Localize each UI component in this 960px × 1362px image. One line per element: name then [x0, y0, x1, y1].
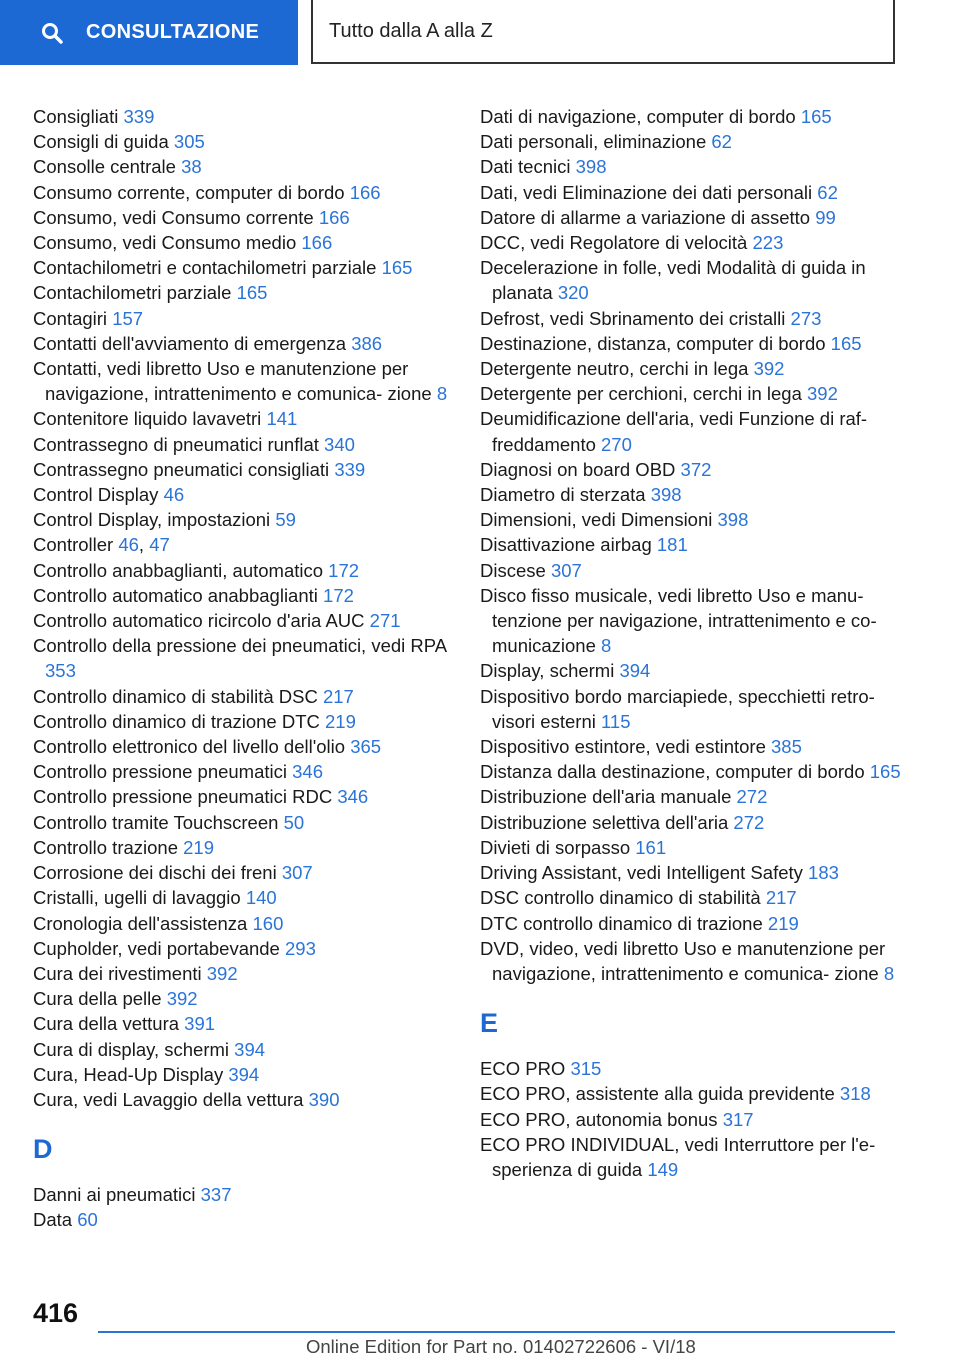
index-entry	[33, 255, 473, 280]
page-reference-link[interactable]: 365	[350, 736, 382, 758]
index-entry-text: Controllo pressione pneumatici	[33, 761, 287, 783]
index-entry	[33, 154, 473, 179]
index-entry-text: Cura, vedi Lavaggio della vettura	[33, 1088, 304, 1110]
index-entry-text: Distribuzione dell'aria manuale	[480, 786, 732, 808]
index-column-left	[33, 104, 473, 1233]
index-entry-text: Consigliati	[33, 106, 119, 127]
page-reference-link[interactable]: 157	[112, 307, 144, 329]
index-entry-text: Detergente per cerchioni, cerchi in lega	[480, 383, 802, 405]
page-reference-link[interactable]: 337	[200, 1184, 232, 1206]
index-entry	[33, 180, 473, 205]
page-reference-link[interactable]: 394	[619, 660, 651, 682]
index-entry-text: Controllo dinamico di trazione DTC	[33, 710, 320, 732]
page-reference-link[interactable]: 307	[281, 862, 313, 884]
index-entry-text: Controllo anabbaglianti, automatico	[33, 559, 324, 581]
page-reference-link[interactable]: 272	[733, 811, 765, 833]
page-reference-link[interactable]: 141	[266, 408, 298, 430]
index-entry-text: Diametro di sterzata	[480, 484, 646, 506]
page-reference-link[interactable]: 353	[45, 660, 76, 682]
index-entry	[480, 255, 905, 305]
index-entry-text: Contrassegno pneumatici consigliati	[33, 458, 330, 480]
index-entry-text: Controllo elettronico del livello dell'olio	[33, 736, 346, 758]
page-reference-link[interactable]: 390	[308, 1088, 340, 1110]
page-reference-link[interactable]: 50	[283, 811, 305, 833]
index-entry	[480, 1107, 905, 1132]
index-entry-text: Dispositivo estintore, vedi estintore	[480, 736, 766, 758]
index-entry	[480, 306, 905, 331]
index-entry-text: Cura della pelle	[33, 988, 162, 1010]
index-entry	[33, 558, 473, 583]
page-reference-link[interactable]: 172	[323, 584, 354, 606]
index-entry-text: Dati di navigazione, computer di bordo	[480, 106, 796, 127]
index-entry-text: Dispositivo bordo marciapiede, specchietti retro- visori esterni	[480, 685, 875, 732]
page-header	[0, 0, 960, 66]
page-reference-link[interactable]: 166	[301, 232, 333, 254]
index-entry	[480, 230, 905, 255]
index-entry	[33, 129, 473, 154]
index-entry	[33, 684, 473, 709]
page-reference-link[interactable]: 172	[328, 559, 360, 581]
page-reference-link[interactable]: 398	[575, 156, 607, 178]
index-entry	[33, 835, 473, 860]
index-entry-text: Contatti dell'avviamento di emergenza	[33, 332, 347, 354]
page-reference-link[interactable]: 317	[722, 1108, 754, 1130]
page-reference-link[interactable]: 183	[808, 862, 839, 884]
index-entry-text: ECO PRO INDIVIDUAL, vedi Interruttore per l'e- sperienza di guida	[480, 1133, 876, 1180]
page-reference-link[interactable]: 165	[381, 257, 413, 279]
index-entry-text: ECO PRO, assistente alla guida previdente	[480, 1083, 835, 1105]
index-entry-text: Controllo pressione pneumatici RDC	[33, 786, 333, 808]
index-entry	[33, 986, 473, 1011]
index-entry-text: Contachilometri e contachilometri parziale	[33, 257, 377, 279]
index-entry-text: Distribuzione selettiva dell'aria	[480, 811, 729, 833]
page-reference-link[interactable]: 115	[600, 710, 631, 732]
index-entry-text: Consigli di guida	[33, 131, 169, 153]
index-entry	[33, 104, 473, 129]
page-reference-link[interactable]: 219	[325, 710, 356, 732]
index-entry	[33, 784, 473, 809]
index-entry-text: Cristalli, ugelli di lavaggio	[33, 887, 241, 909]
index-entry	[33, 507, 473, 532]
index-entry	[33, 230, 473, 255]
index-entry-text: DTC controllo dinamico di trazione	[480, 912, 763, 934]
index-entry-text: Consumo corrente, computer di bordo	[33, 181, 345, 203]
index-entry-text: DCC, vedi Regolatore di velocità	[480, 232, 748, 254]
index-entry-text: Controllo automatico ricircolo d'aria AUC	[33, 610, 365, 632]
index-entry-text: Display, schermi	[480, 660, 615, 682]
page-reference-link[interactable]: 165	[236, 282, 268, 304]
page-reference-link[interactable]: 273	[790, 307, 822, 329]
page-reference-link[interactable]: 46	[118, 534, 139, 556]
section-title: Tutto dalla A alla Z	[329, 19, 493, 42]
index-entry	[33, 961, 473, 986]
index-entry-text: Controllo trazione	[33, 836, 178, 858]
index-entry-text: Discese	[480, 559, 546, 581]
page-reference-link[interactable]: 47	[149, 534, 170, 556]
page-reference-link[interactable]: 386	[351, 332, 383, 354]
index-entry-text: Dati, vedi Eliminazione dei dati personali	[480, 181, 813, 203]
index-entry	[480, 457, 905, 482]
index-entry-text: Data	[33, 1209, 73, 1231]
index-entry	[480, 482, 905, 507]
index-entry	[480, 180, 905, 205]
index-letter-heading: E	[480, 1008, 499, 1039]
index-entry	[480, 911, 905, 936]
index-entry-text: Driving Assistant, vedi Intelligent Safety	[480, 862, 803, 884]
page-reference-link[interactable]: 346	[292, 761, 324, 783]
index-entry-text: Disattivazione airbag	[480, 534, 652, 556]
page-reference-link[interactable]: 217	[322, 685, 354, 707]
index-entry	[33, 1207, 473, 1232]
page-reference-link[interactable]: 315	[570, 1058, 602, 1080]
index-entry-text: Contrassegno di pneumatici runflat	[33, 433, 319, 455]
index-entry-text: Contachilometri parziale	[33, 282, 232, 304]
index-entry	[33, 457, 473, 482]
page-reference-link[interactable]: 38	[181, 156, 202, 178]
index-entry	[480, 885, 905, 910]
index-entry	[33, 1011, 473, 1036]
page-reference-link[interactable]: 62	[711, 131, 732, 153]
index-entry	[33, 810, 473, 835]
page-reference-link[interactable]: 305	[173, 131, 205, 153]
index-entry	[33, 432, 473, 457]
index-entry-text: Consumo, vedi Consumo corrente	[33, 206, 314, 228]
index-entry	[480, 759, 905, 784]
index-entry	[33, 1182, 473, 1207]
page-reference-link[interactable]: 181	[656, 534, 688, 556]
index-entry	[33, 1037, 473, 1062]
page-reference-link[interactable]: 392	[206, 962, 238, 984]
consultazione-label: CONSULTAZIONE	[86, 21, 260, 43]
index-entry: Controller 46, 47	[33, 534, 170, 556]
index-entry	[480, 104, 905, 129]
page-reference-link[interactable]: 62	[817, 181, 838, 203]
index-column-right	[480, 104, 905, 1182]
index-entry	[480, 860, 905, 885]
index-entry-text: ECO PRO	[480, 1058, 566, 1080]
page-reference-link[interactable]: 271	[369, 610, 401, 632]
index-entry-text: Decelerazione in folle, vedi Modalità di guida in planata	[480, 257, 866, 304]
page-reference-link[interactable]: 394	[228, 1063, 260, 1085]
index-entry	[480, 835, 905, 860]
index-entry	[33, 936, 473, 961]
index-entry-text: Corrosione dei dischi dei freni	[33, 862, 277, 884]
index-entry	[480, 154, 905, 179]
index-entry-text: Control Display	[33, 484, 159, 506]
page-reference-link[interactable]: 165	[869, 761, 901, 783]
index-entry	[480, 507, 905, 532]
index-entry-text: Danni ai pneumatici	[33, 1184, 196, 1206]
page-reference-link[interactable]: 99	[815, 206, 836, 228]
index-entry-text: Cronologia dell'assistenza	[33, 912, 248, 934]
index-entry	[33, 1087, 473, 1112]
index-entry	[480, 1056, 905, 1081]
index-entry	[33, 205, 473, 230]
index-entry	[480, 558, 905, 583]
section-title-tab[interactable]	[311, 0, 895, 64]
page-reference-link[interactable]: 46	[163, 484, 185, 506]
index-entry	[33, 482, 473, 507]
index-entry-text: Consolle centrale	[33, 156, 176, 178]
page-reference-link[interactable]: 398	[717, 509, 749, 531]
index-entry-text: Dati tecnici	[480, 156, 571, 178]
index-entry	[480, 583, 905, 659]
index-entry	[33, 885, 473, 910]
index-entry-text: Consumo, vedi Consumo medio	[33, 232, 297, 254]
page-reference-link[interactable]: 391	[184, 1013, 216, 1035]
index-entry-text: Contatti, vedi libretto Uso e manutenzione per navigazione, intrattenimento e comunica- zione	[33, 358, 432, 405]
consultazione-tab[interactable]	[0, 0, 298, 65]
index-entry-text: Cura dei rivestimenti	[33, 962, 202, 984]
index-entry	[33, 734, 473, 759]
page-reference-link[interactable]: 8	[883, 962, 895, 984]
page-reference-link[interactable]: 166	[318, 206, 350, 228]
index-entry	[33, 759, 473, 784]
index-entry-text: Distanza dalla destinazione, computer di bordo	[480, 761, 865, 783]
index-entry	[480, 784, 905, 809]
page-reference-link[interactable]: 219	[183, 836, 215, 858]
index-entry	[480, 532, 905, 557]
page-reference-link[interactable]: 8	[436, 383, 448, 405]
page-reference-link[interactable]: 60	[77, 1209, 98, 1231]
index-entry-text: Contenitore liquido lavavetri	[33, 408, 262, 430]
page-reference-link[interactable]: 149	[647, 1158, 679, 1180]
index-entry	[480, 1081, 905, 1106]
page-reference-link[interactable]: 318	[839, 1083, 871, 1105]
page-reference-link[interactable]: 340	[324, 433, 355, 455]
page-reference-link[interactable]: 223	[752, 232, 784, 254]
page-reference-link[interactable]: 166	[349, 181, 381, 203]
index-entry-text: Detergente neutro, cerchi in lega	[480, 358, 749, 380]
page-reference-link[interactable]: 59	[275, 509, 296, 531]
index-entry-text: Contagiri	[33, 307, 108, 329]
index-entry-text: ECO PRO, autonomia bonus	[480, 1108, 718, 1130]
index-entry	[33, 280, 473, 305]
index-entry-text: Destinazione, distanza, computer di bordo	[480, 332, 826, 354]
page-reference-link[interactable]: 372	[680, 458, 712, 480]
page-reference-link[interactable]: 394	[234, 1038, 266, 1060]
search-icon	[40, 20, 66, 46]
page-reference-link[interactable]: 140	[245, 887, 277, 909]
page-reference-link[interactable]: 160	[252, 912, 284, 934]
page-number: 416	[33, 1298, 79, 1328]
page-reference-link[interactable]: 392	[807, 383, 838, 405]
index-entry	[480, 129, 905, 154]
index-entry	[480, 810, 905, 835]
index-entry	[480, 936, 905, 986]
index-entry-text: Controllo automatico anabbaglianti	[33, 584, 318, 606]
index-entry-text: Controllo dinamico di stabilità DSC	[33, 685, 318, 707]
index-entry	[33, 583, 473, 608]
index-entry-text: Control Display, impostazioni	[33, 509, 271, 531]
page-reference-link[interactable]: 392	[753, 358, 785, 380]
index-entry-text: Disco fisso musicale, vedi libretto Uso e manu- tenzione per navigazione, intrattenimento e co- municazione	[480, 584, 877, 657]
index-entry-text: Cura di display, schermi	[33, 1038, 230, 1060]
index-entry	[480, 1132, 905, 1182]
index-entry	[480, 381, 905, 406]
index-entry-text: Deumidificazione dell'aria, vedi Funzione di raf- freddamento	[480, 408, 868, 455]
index-entry	[480, 356, 905, 381]
page-reference-link[interactable]: 270	[601, 433, 632, 455]
index-entry-text: Cupholder, vedi portabevande	[33, 937, 280, 959]
page-reference-link[interactable]: 307	[550, 559, 582, 581]
index-entry	[480, 205, 905, 230]
index-entry-text: Cura, Head-Up Display	[33, 1063, 224, 1085]
index-entry	[33, 860, 473, 885]
index-entry-text: Defrost, vedi Sbrinamento dei cristalli	[480, 307, 786, 329]
footer-divider	[98, 1331, 895, 1333]
page-reference-link[interactable]: 339	[334, 458, 366, 480]
page-reference-link[interactable]: 398	[650, 484, 682, 506]
page-reference-link[interactable]: 385	[771, 736, 802, 758]
index-entry	[33, 911, 473, 936]
index-entry-text: Diagnosi on board OBD	[480, 458, 676, 480]
index-entry	[33, 709, 473, 734]
index-entry-text: Dimensioni, vedi Dimensioni	[480, 509, 713, 531]
index-entry-text: Divieti di sorpasso	[480, 836, 631, 858]
index-entry	[33, 633, 473, 683]
page-reference-link[interactable]: 161	[635, 836, 667, 858]
page-reference-link[interactable]: 339	[123, 106, 155, 127]
index-entry-text: Cura della vettura	[33, 1013, 180, 1035]
index-entry	[33, 406, 473, 431]
page-reference-link[interactable]: 165	[830, 332, 862, 354]
index-entry-text: Controllo tramite Touchscreen	[33, 811, 279, 833]
page-reference-link[interactable]: 346	[337, 786, 369, 808]
index-entry-text: Controllo della pressione dei pneumatici, vedi RPA	[33, 635, 447, 657]
footer-edition: Online Edition for Part no. 01402722606 - VI/18	[306, 1336, 696, 1357]
index-entry	[480, 658, 905, 683]
page-reference-link[interactable]: 293	[285, 937, 316, 959]
index-entry-text: Controller	[33, 534, 114, 556]
index-entry-text: DVD, video, vedi libretto Uso e manutenzione per navigazione, intrattenimento e comunica- zione	[480, 937, 886, 984]
page-reference-link[interactable]: 320	[557, 282, 589, 304]
page-reference-link[interactable]: 165	[800, 106, 832, 127]
index-entry	[33, 356, 473, 406]
index-entry-text: Datore di allarme a variazione di assetto	[480, 206, 811, 228]
index-letter-heading: D	[33, 1134, 53, 1165]
index-entry	[33, 608, 473, 633]
page-reference-link[interactable]: 217	[765, 887, 797, 909]
index-entry	[480, 684, 905, 734]
index-entry	[480, 406, 905, 456]
page-reference-link[interactable]: 219	[767, 912, 799, 934]
index-entry	[33, 306, 473, 331]
page-reference-link[interactable]: 272	[736, 786, 768, 808]
page-reference-link[interactable]: 8	[601, 635, 612, 657]
index-entry-text: DSC controllo dinamico di stabilità	[480, 887, 761, 909]
index-entry-text: Dati personali, eliminazione	[480, 131, 707, 153]
page-reference-link[interactable]: 392	[166, 988, 198, 1010]
index-entry	[480, 331, 905, 356]
index-entry	[33, 1062, 473, 1087]
index-entry	[33, 331, 473, 356]
index-entry	[480, 734, 905, 759]
